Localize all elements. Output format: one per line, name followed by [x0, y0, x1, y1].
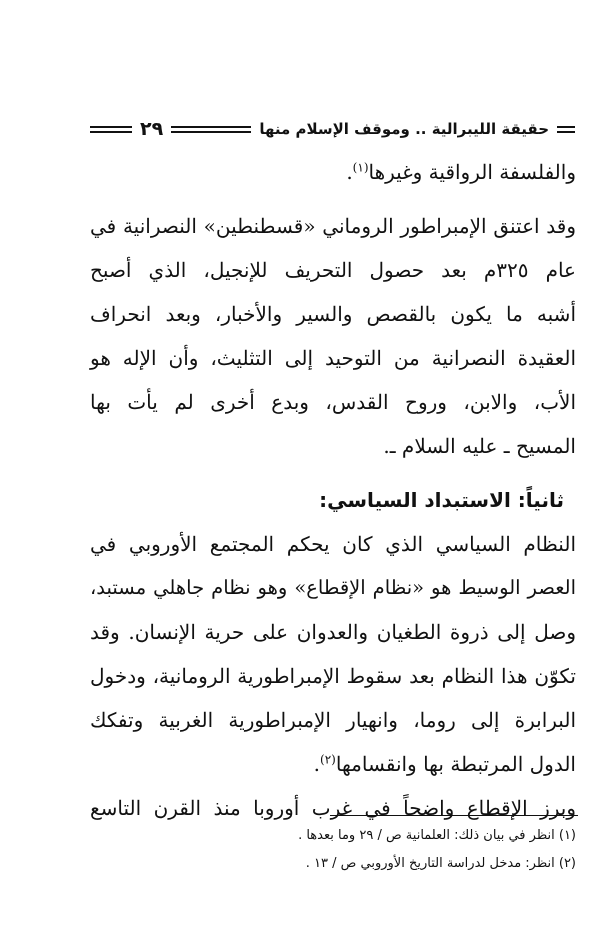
section-heading: ثانياً: الاستبداد السياسي: — [319, 488, 564, 512]
paragraph-3-line: العصر الوسيط هو «نظام الإقطاع» وهو نظام جاهلي مستبد، — [90, 576, 576, 599]
running-header — [90, 112, 575, 146]
body-text — [90, 150, 576, 830]
paragraph-3-line: البرابرة إلى روما، وانهيار الإمبراطورية الغربية وتفكك — [90, 708, 576, 732]
paragraph-1-end: . — [346, 160, 353, 184]
header-rule-middle — [171, 126, 251, 133]
paragraph-2-line: المسيح ـ عليه السلام ـ. — [383, 434, 576, 458]
paragraph-3-line: النظام السياسي الذي كان يحكم المجتمع الأوروبي في — [90, 532, 576, 556]
page-number: ٢٩ — [140, 118, 164, 140]
footnote-ref-1: (١) — [352, 160, 369, 175]
paragraph-2-line: أشبه ما يكون بالقصص والسير والأخبار، وبعد انحراف — [90, 302, 576, 326]
footnote-separator — [330, 815, 578, 816]
footnotes — [90, 822, 576, 878]
paragraph-3-line: وصل إلى ذروة الطغيان والعدوان على حرية الإنسان. وقد — [90, 620, 576, 644]
footnote-1: (١) انظر في بيان ذلك: العلمانية ص / ٢٩ وما بعدها . — [298, 828, 576, 843]
paragraph-3 — [90, 522, 576, 786]
footnote-ref-2: (٢) — [320, 752, 336, 767]
paragraph-2-line: عام ٣٢٥م بعد حصول التحريف للإنجيل، الذي أصبح — [90, 258, 576, 282]
paragraph-4-line: وبرز الإقطاع واضحاً في غرب أوروبا منذ القرن التاسع — [90, 796, 576, 820]
header-rule-right — [557, 126, 575, 133]
paragraph-1-line — [90, 150, 576, 194]
paragraph-2-line: الأب، والابن، وروح القدس، وبدع أخرى لم يأت بها — [90, 390, 576, 414]
paragraph-2-line: العقيدة النصرانية من التوحيد إلى التثليث، وأن الإله هو — [90, 346, 576, 370]
paragraph-3-end: . — [313, 752, 321, 776]
paragraph-3-line: تكوّن هذا النظام بعد سقوط الإمبراطورية الرومانية، ودخول — [90, 664, 576, 688]
running-title: حقيقة الليبرالية .. وموقف الإسلام منها — [259, 120, 549, 138]
paragraph-2-line: وقد اعتنق الإمبراطور الروماني «قسطنطين» النصرانية في — [90, 214, 576, 238]
footnote-2: (٢) انظر: مدخل لدراسة التاريخ الأوروبي ص / ١٣ . — [305, 856, 576, 871]
paragraph-3-line — [90, 742, 576, 786]
paragraph-1-text: والفلسفة الرواقية وغيرها — [368, 160, 576, 184]
paragraph-3-last-text: الدول المرتبطة بها وانقسامها — [335, 752, 576, 776]
header-rule-left — [90, 126, 132, 133]
paragraph-2 — [90, 204, 576, 468]
